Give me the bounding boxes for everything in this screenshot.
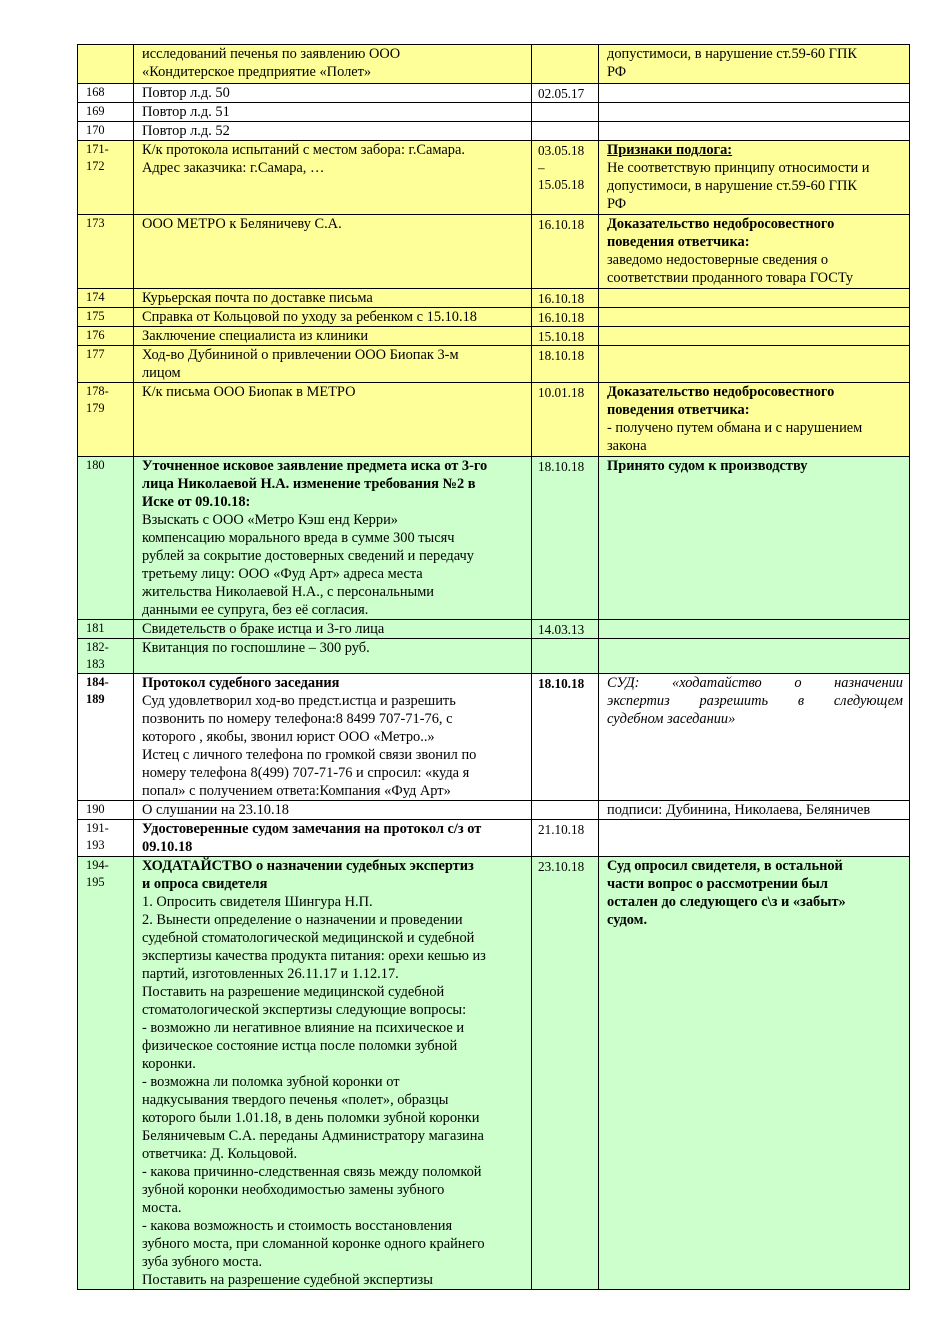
note-cell — [599, 674, 910, 801]
text-line: экспертизы качества продукта питания: орехи кешью из — [142, 948, 486, 964]
text-line: ООО МЕТРО к Беляничеву С.А. — [142, 216, 342, 232]
text-line: «Кондитерское предприятие «Полет» — [142, 64, 372, 80]
document-date-cell — [532, 620, 599, 639]
row-number-cell — [78, 620, 134, 639]
row-number-cell — [78, 308, 134, 327]
text-line: моста. — [142, 1200, 182, 1216]
text-line: надкусывания твердого печенья «полет», образцы — [142, 1092, 449, 1108]
note-cell — [599, 327, 910, 346]
text-line: 180 — [86, 458, 105, 472]
row-number-cell — [78, 327, 134, 346]
text-line: закона — [607, 438, 647, 454]
text-line: 2. Вынести определение о назначении и проведении — [142, 912, 463, 928]
row-number-cell — [78, 289, 134, 308]
text-line: 168 — [86, 85, 105, 99]
table-body — [78, 45, 910, 1290]
text-line: компенсацию морального вреда в сумме 300 тысяч — [142, 530, 455, 546]
text-line: зубного моста, при сломанной коронке одного крайнего — [142, 1236, 485, 1252]
document-description-cell — [134, 141, 532, 215]
text-line: 179 — [86, 401, 105, 415]
table-row — [78, 215, 910, 289]
document-description-cell — [134, 383, 532, 457]
text-line: Уточненное исковое заявление предмета иска от 3-го — [142, 458, 488, 474]
text-line: 03.05.18 — [538, 143, 585, 158]
document-description-cell — [134, 308, 532, 327]
text-line: части вопрос о рассмотрении был — [607, 876, 828, 892]
document-date-cell — [532, 346, 599, 383]
document-date-cell — [532, 141, 599, 215]
row-number-cell — [78, 103, 134, 122]
text-line: Поставить на разрешение медицинской судебной — [142, 984, 445, 1000]
text-line: РФ — [607, 64, 627, 80]
document-description-cell — [134, 620, 532, 639]
text-line: Повтор л.д. 51 — [142, 104, 230, 120]
text-line: которого , якобы, звонил юрист ООО «Метро..» — [142, 729, 435, 745]
text-line: Иске от 09.10.18: — [142, 494, 251, 510]
text-line: третьему лицу: ООО «Фуд Арт» адреса места — [142, 566, 423, 582]
table-row — [78, 383, 910, 457]
text-line: номеру телефона 8(499) 707-71-76 и спросил: «куда я — [142, 765, 470, 781]
document-date-cell — [532, 327, 599, 346]
text-line: рублей за сокрытие достоверных сведений и передачу — [142, 548, 474, 564]
text-line: 15.05.18 — [538, 177, 585, 192]
text-line: О слушании на 23.10.18 — [142, 802, 289, 818]
text-line: Беляничевым С.А. переданы Администратору магазина — [142, 1128, 484, 1144]
text-line: 184- — [86, 675, 109, 689]
text-line: 181 — [86, 621, 105, 635]
row-number-cell — [78, 820, 134, 857]
text-line: 02.05.17 — [538, 86, 585, 101]
text-line: 23.10.18 — [538, 859, 585, 874]
document-date-cell — [532, 103, 599, 122]
text-line: ХОДАТАЙСТВО о назначении судебных экспертиз — [142, 858, 474, 874]
document-date-cell — [532, 84, 599, 103]
text-line: 15.10.18 — [538, 329, 585, 344]
text-line: Суд опросил свидетеля, в остальной — [607, 858, 843, 874]
text-line: остален до следующего с\з и «забыт» — [607, 894, 846, 910]
document-date-cell — [532, 45, 599, 84]
text-line: РФ — [607, 196, 627, 212]
text-line: Повтор л.д. 50 — [142, 85, 230, 101]
document-description-cell — [134, 820, 532, 857]
text-line: позвонить по номеру телефона:8 8499 707-71-76, с — [142, 711, 453, 727]
text-line: - какова возможность и стоимость восстановления — [142, 1218, 453, 1234]
table-row — [78, 141, 910, 215]
text-line: физическое состояние истца после поломки зубной — [142, 1038, 458, 1054]
text-line: Протокол судебного заседания — [142, 675, 340, 691]
row-number-cell — [78, 383, 134, 457]
text-line: 171- — [86, 142, 109, 156]
text-line: допустимоси, в нарушение ст.59-60 ГПК — [607, 178, 857, 194]
table-row — [78, 639, 910, 674]
table-row — [78, 122, 910, 141]
row-number-cell — [78, 122, 134, 141]
text-line: СУД: «ходатайство о назначении — [607, 675, 903, 691]
note-cell — [599, 308, 910, 327]
document-date-cell — [532, 215, 599, 289]
text-line: - получено путем обмана и с нарушением — [607, 420, 863, 436]
note-cell — [599, 639, 910, 674]
text-line: лицом — [142, 365, 181, 381]
table-row — [78, 346, 910, 383]
text-line: Повтор л.д. 52 — [142, 123, 230, 139]
text-line: поведения ответчика: — [607, 402, 750, 418]
text-line: судом. — [607, 912, 648, 928]
text-line: коронки. — [142, 1056, 196, 1072]
document-description-cell — [134, 103, 532, 122]
text-line: 177 — [86, 347, 105, 361]
text-line: 1. Опросить свидетеля Шингура Н.П. — [142, 894, 373, 910]
text-line: и опроса свидетеля — [142, 876, 268, 892]
table-row — [78, 45, 910, 84]
text-line: Курьерская почта по доставке письма — [142, 290, 373, 306]
text-line: Доказательство недобросовестного — [607, 216, 835, 232]
note-cell — [599, 346, 910, 383]
text-line: - возможна ли поломка зубной коронки от — [142, 1074, 400, 1090]
note-cell — [599, 215, 910, 289]
text-line: Удостоверенные судом замечания на протокол с/з от — [142, 821, 482, 837]
text-line: судебной стоматологической медицинской и судебной — [142, 930, 475, 946]
text-line: Справка от Кольцовой по уходу за ребенком с 15.10.18 — [142, 309, 477, 325]
text-line: – — [538, 160, 545, 175]
table-row — [78, 84, 910, 103]
text-line: жительства Николаевой Н.А., с персональными — [142, 584, 434, 600]
document-description-cell — [134, 84, 532, 103]
row-number-cell — [78, 857, 134, 1290]
table-row — [78, 820, 910, 857]
text-line: 14.03.13 — [538, 622, 585, 637]
table-row — [78, 857, 910, 1290]
text-line: 170 — [86, 123, 105, 137]
text-line: Поставить на разрешение судебной экспертизы — [142, 1272, 433, 1288]
document-date-cell — [532, 122, 599, 141]
row-number-cell — [78, 457, 134, 620]
text-line: 191- — [86, 821, 109, 835]
row-number-cell — [78, 639, 134, 674]
document-date-cell — [532, 820, 599, 857]
text-line: 16.10.18 — [538, 217, 585, 232]
document-description-cell — [134, 857, 532, 1290]
text-line: Доказательство недобросовестного — [607, 384, 835, 400]
document-description-cell — [134, 122, 532, 141]
document-date-cell — [532, 857, 599, 1290]
text-line: Ход-во Дубининой о привлечении ООО Биопак 3-м — [142, 347, 459, 363]
text-line: лица Николаевой Н.А. изменение требования №2 в — [142, 476, 476, 492]
note-cell — [599, 289, 910, 308]
text-line: подписи: Дубинина, Николаева, Беляничев — [607, 802, 871, 818]
row-number-cell — [78, 801, 134, 820]
document-description-cell — [134, 346, 532, 383]
document-date-cell — [532, 801, 599, 820]
text-line: 176 — [86, 328, 105, 342]
text-line: Истец с личного телефона по громкой связи звонил по — [142, 747, 477, 763]
table-row — [78, 801, 910, 820]
table-row — [78, 674, 910, 801]
text-line: Заключение специалиста из клиники — [142, 328, 369, 344]
row-number-cell — [78, 674, 134, 801]
text-line: К/к письма ООО Биопак в МЕТРО — [142, 384, 356, 400]
row-number-cell — [78, 346, 134, 383]
text-line: ответчика: Д. Кольцовой. — [142, 1146, 298, 1162]
text-line: 189 — [86, 692, 105, 706]
note-cell — [599, 820, 910, 857]
table-row — [78, 308, 910, 327]
note-cell — [599, 45, 910, 84]
document-description-cell — [134, 45, 532, 84]
text-line: Признаки подлога: — [607, 142, 733, 158]
text-line: Взыскать с ООО «Метро Кэш енд Керри» — [142, 512, 398, 528]
table-row — [78, 327, 910, 346]
note-cell — [599, 84, 910, 103]
table-row — [78, 457, 910, 620]
document-date-cell — [532, 308, 599, 327]
document-description-cell — [134, 674, 532, 801]
text-line: данными ее супруга, без её согласия. — [142, 602, 369, 618]
text-line: соответствии проданного товара ГОСТу — [607, 270, 854, 286]
document-description-cell — [134, 327, 532, 346]
row-number-cell — [78, 141, 134, 215]
note-cell — [599, 801, 910, 820]
note-cell — [599, 103, 910, 122]
text-line: судебном заседании» — [607, 711, 736, 727]
text-line: 21.10.18 — [538, 822, 585, 837]
text-line: 173 — [86, 216, 105, 230]
document-description-cell — [134, 801, 532, 820]
table-row — [78, 289, 910, 308]
text-line: 18.10.18 — [538, 348, 585, 363]
row-number-cell — [78, 215, 134, 289]
text-line: К/к протокола испытаний с местом забора: г.Самара. — [142, 142, 465, 158]
text-line: 175 — [86, 309, 105, 323]
text-line: 172 — [86, 159, 105, 173]
document-description-cell — [134, 639, 532, 674]
text-line: 178- — [86, 384, 109, 398]
document-date-cell — [532, 457, 599, 620]
note-cell — [599, 122, 910, 141]
text-line: 18.10.18 — [538, 459, 585, 474]
text-line: заведомо недостоверные сведения о — [607, 252, 829, 268]
text-line: 183 — [86, 657, 105, 671]
text-line: которого были 1.01.18, в день поломки зубной коронки — [142, 1110, 480, 1126]
row-number-cell — [78, 84, 134, 103]
text-line: Квитанция по госпошлине – 300 руб. — [142, 640, 370, 656]
text-line: Принято судом к производству — [607, 458, 808, 474]
document-description-cell — [134, 215, 532, 289]
document-date-cell — [532, 383, 599, 457]
text-line: 182- — [86, 640, 109, 654]
document-description-cell — [134, 457, 532, 620]
text-line: 10.01.18 — [538, 385, 585, 400]
text-line: поведения ответчика: — [607, 234, 750, 250]
text-line: 16.10.18 — [538, 291, 585, 306]
text-line: 18.10.18 — [538, 676, 585, 691]
document-date-cell — [532, 674, 599, 801]
document-date-cell — [532, 639, 599, 674]
text-line: 194- — [86, 858, 109, 872]
text-line: экспертиз разрешить в следующем — [607, 693, 903, 709]
note-cell — [599, 383, 910, 457]
text-line: 16.10.18 — [538, 310, 585, 325]
text-line: Не соответствую принципу относимости и — [607, 160, 870, 176]
table-row — [78, 620, 910, 639]
text-line: допустимоси, в нарушение ст.59-60 ГПК — [607, 46, 857, 62]
note-cell — [599, 857, 910, 1290]
text-line: стоматологической экспертизы следующие вопросы: — [142, 1002, 467, 1018]
text-line: - какова причинно-следственная связь между поломкой — [142, 1164, 482, 1180]
text-line: попал» с получением ответа:Компания «Фуд Арт» — [142, 783, 451, 799]
text-line: исследований печенья по заявлению ООО — [142, 46, 401, 62]
document-date-cell — [532, 289, 599, 308]
text-line: - возможно ли негативное влияние на психическое и — [142, 1020, 465, 1036]
text-line: Адрес заказчика: г.Самара, … — [142, 160, 325, 176]
note-cell — [599, 141, 910, 215]
text-line: зуба зубного моста. — [142, 1254, 263, 1270]
text-line: 09.10.18 — [142, 839, 193, 855]
text-line: Свидетельств о браке истца и 3-го лица — [142, 621, 385, 637]
note-cell — [599, 457, 910, 620]
text-line: 174 — [86, 290, 105, 304]
text-line: 169 — [86, 104, 105, 118]
text-line: зубной коронки необходимостью замены зубного — [142, 1182, 445, 1198]
text-line: 190 — [86, 802, 105, 816]
note-cell — [599, 620, 910, 639]
text-line: 195 — [86, 875, 105, 889]
document-table — [77, 44, 910, 1290]
text-line: партий, изготовленных 26.11.17 и 1.12.17. — [142, 966, 399, 982]
document-description-cell — [134, 289, 532, 308]
text-line: 193 — [86, 838, 105, 852]
table-row — [78, 103, 910, 122]
row-number-cell — [78, 45, 134, 84]
text-line: Суд удовлетворил ход-во предст.истца и разрешить — [142, 693, 456, 709]
